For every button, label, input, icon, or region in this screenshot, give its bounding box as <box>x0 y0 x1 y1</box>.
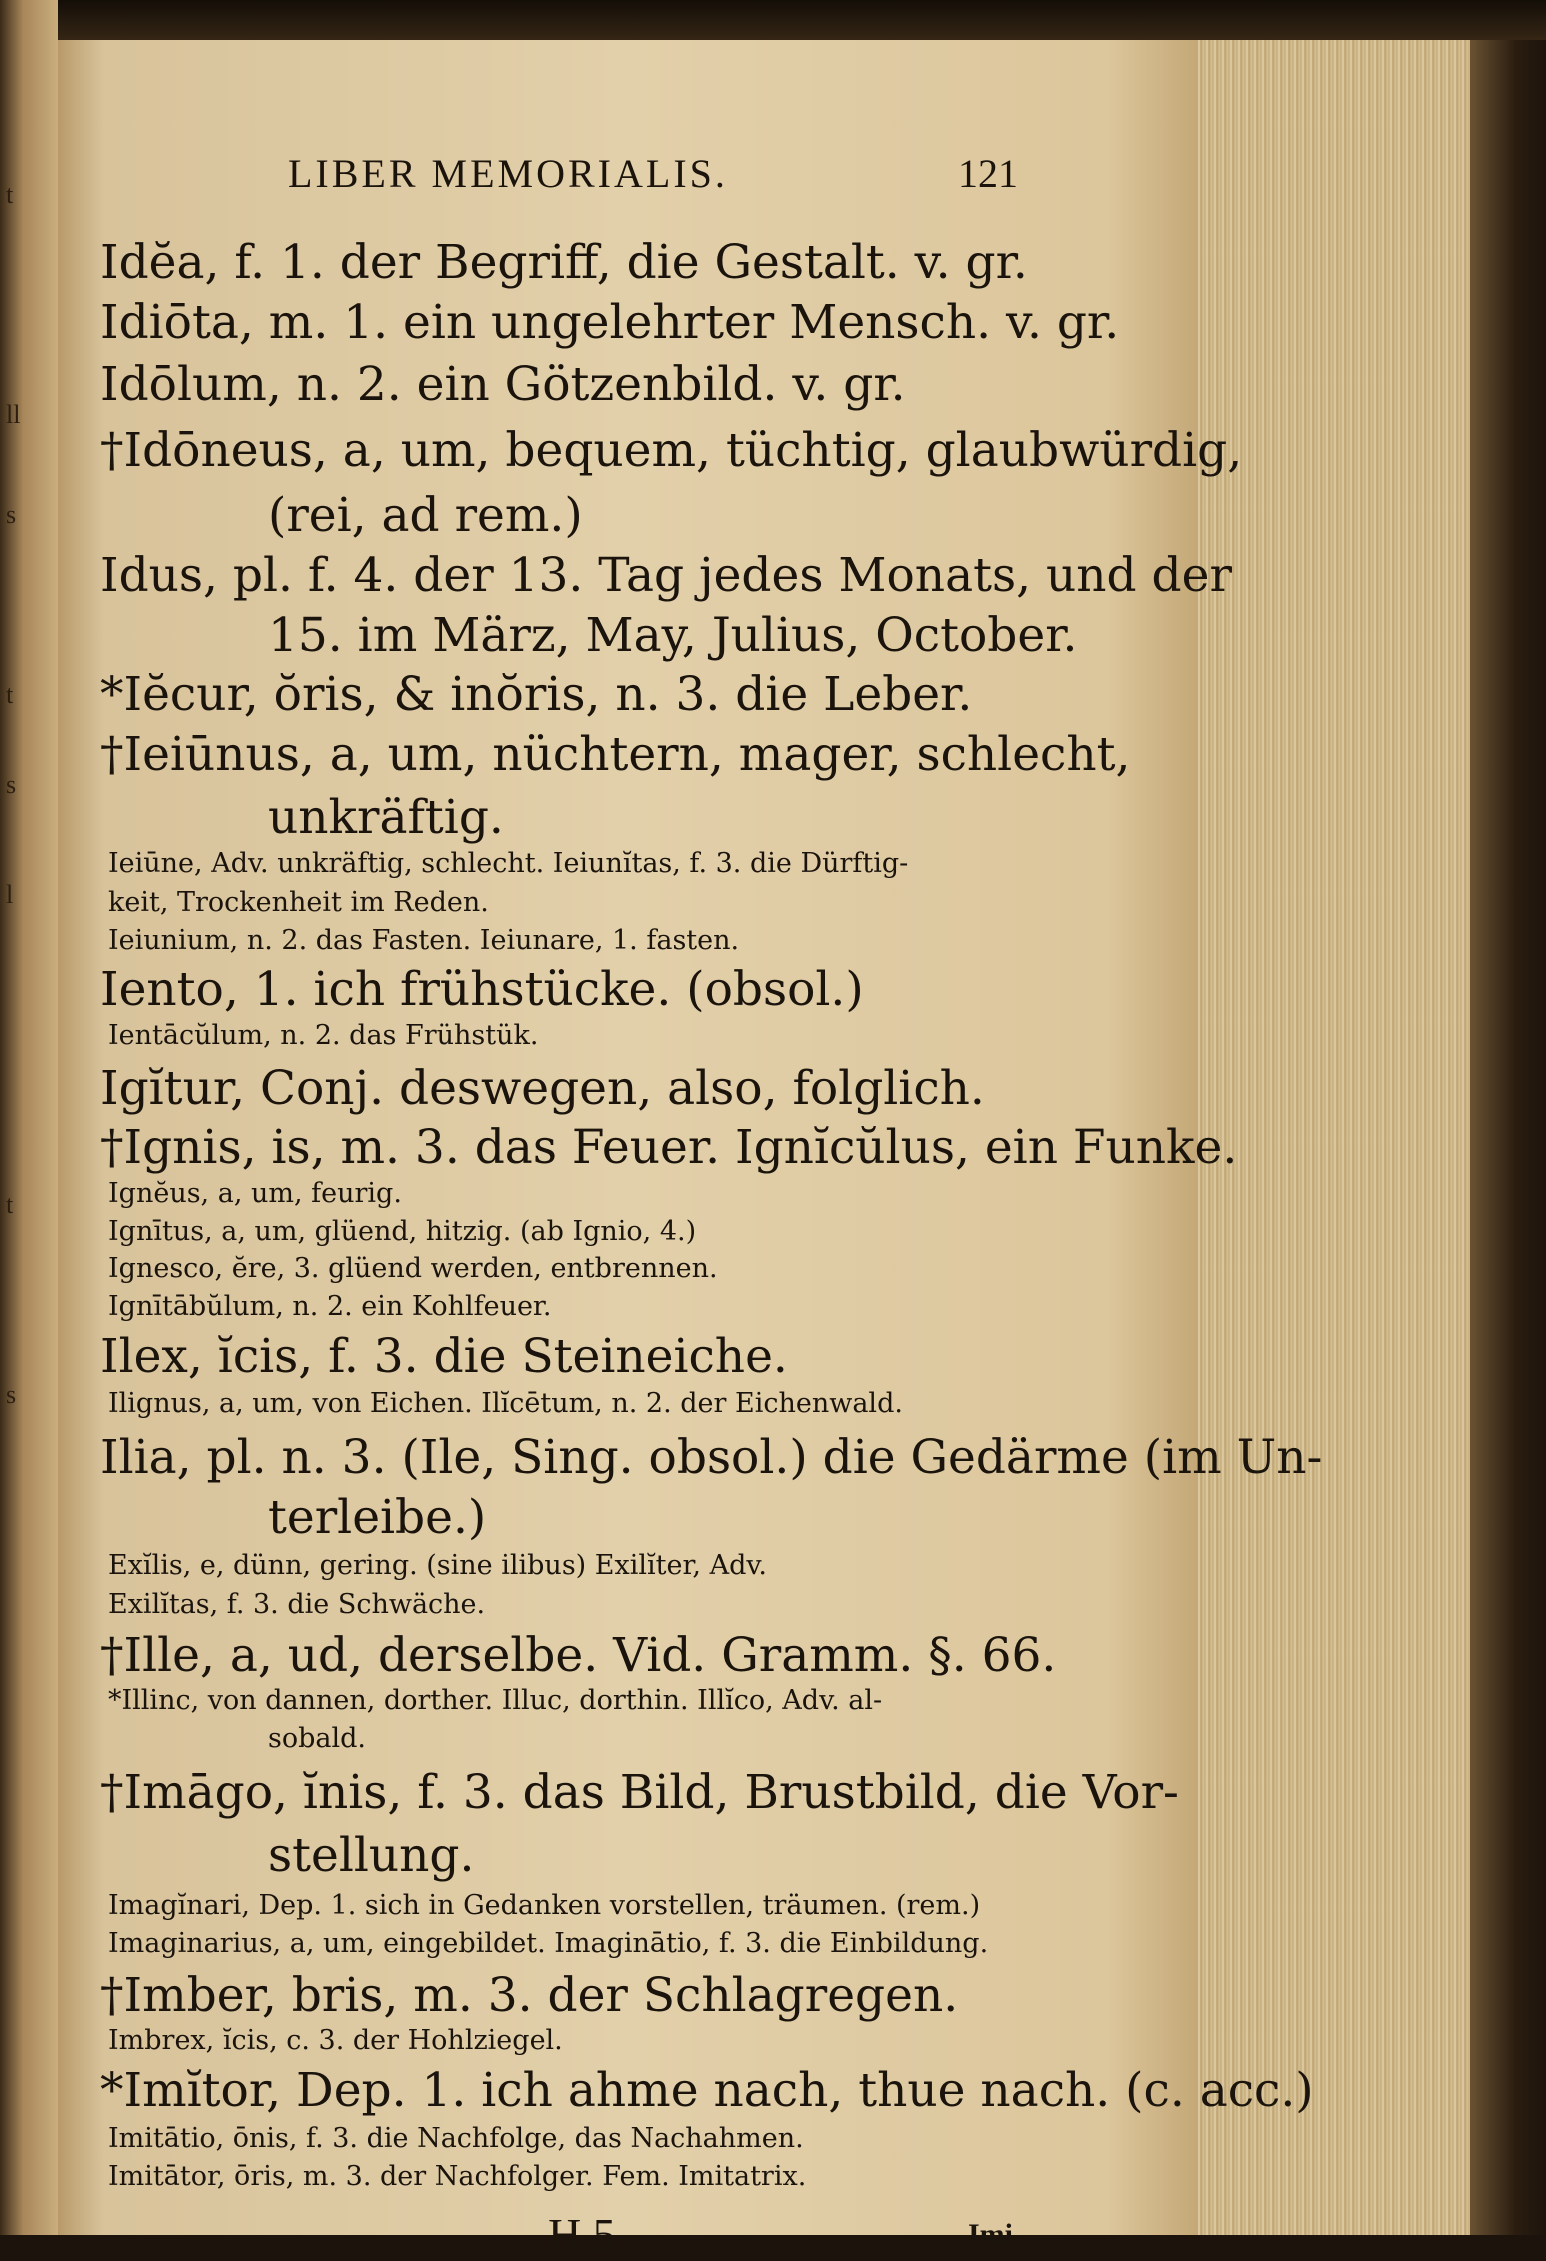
sub-entry-line: *Illinc, von dannen, dorther. Illuc, dorthin. Illĭco, Adv. al- <box>108 1685 883 1716</box>
entry-headword-line: †Idōneus, a, um, bequem, tüchtig, glaubwürdig, <box>100 423 1243 478</box>
signature-mark: H 5 <box>548 2209 616 2260</box>
sub-entry-line: Imitātio, ōnis, f. 3. die Nachfolge, das Nachahmen. <box>108 2123 804 2154</box>
entry-headword-line: †Imber, bris, m. 3. der Schlagregen. <box>100 1968 959 2023</box>
page-number: 121 <box>958 151 1018 196</box>
entry-headword-line: Ilex, ĭcis, f. 3. die Steineiche. <box>100 1329 788 1384</box>
left-margin-mark: l <box>6 880 14 909</box>
left-page-edge <box>0 0 58 2235</box>
sub-entry-line: Imitātor, ōris, m. 3. der Nachfolger. Fem. Imitatrix. <box>108 2161 807 2192</box>
entry-headword-line: †Ieiūnus, a, um, nüchtern, mager, schlecht, <box>100 727 1131 782</box>
catchword: Imi- <box>968 2218 1023 2251</box>
entry-headword-line: Iento, 1. ich frühstücke. (obsol.) <box>100 962 864 1017</box>
entry-headword-line: Idĕa, f. 1. der Begriff, die Gestalt. v. gr. <box>100 235 1028 290</box>
entry-headword-line: Idōlum, n. 2. ein Götzenbild. v. gr. <box>100 357 906 412</box>
sub-entry-line: Ignītus, a, um, glüend, hitzig. (ab Ignio, 4.) <box>108 1216 697 1247</box>
entry-headword-line: Idiōta, m. 1. ein ungelehrter Mensch. v. gr. <box>100 295 1120 350</box>
sub-entry-line: Exĭlis, e, dünn, gering. (sine ilibus) Exilĭter, Adv. <box>108 1550 767 1581</box>
entry-continuation: 15. im März, May, Julius, October. <box>268 608 1078 663</box>
left-margin-mark: s <box>6 500 17 529</box>
sub-entry-line: Ignītābŭlum, n. 2. ein Kohlfeuer. <box>108 1291 552 1322</box>
sub-entry-line: Ignesco, ĕre, 3. glüend werden, entbrennen. <box>108 1253 718 1284</box>
left-margin-mark: t <box>6 1190 14 1219</box>
page-header <box>58 110 1198 196</box>
sub-entry-line: sobald. <box>268 1723 366 1754</box>
entry-headword-line: *Iĕcur, ŏris, & inŏris, n. 3. die Leber. <box>100 667 973 722</box>
sub-entry-line: Imaginarius, a, um, eingebildet. Imaginātio, f. 3. die Einbildung. <box>108 1928 989 1959</box>
entry-headword-line: *Imĭtor, Dep. 1. ich ahme nach, thue nach. (c. acc.) <box>100 2063 1314 2118</box>
entry-continuation: stellung. <box>268 1828 475 1883</box>
sub-entry-line: Exilĭtas, f. 3. die Schwäche. <box>108 1589 486 1620</box>
running-head: LIBER MEMORIALIS. <box>288 151 728 196</box>
binding-shadow <box>1470 40 1546 2235</box>
entry-headword-line: Ilia, pl. n. 3. (Ile, Sing. obsol.) die Gedärme (im Un- <box>100 1430 1323 1485</box>
sub-entry-line: Imbrex, ĭcis, c. 3. der Hohlziegel. <box>108 2025 563 2056</box>
sub-entry-line: keit, Trockenheit im Reden. <box>108 887 489 918</box>
book-page <box>58 40 1323 2260</box>
entry-headword-line: Igĭtur, Conj. deswegen, also, folglich. <box>100 1061 985 1116</box>
sub-entry-line: Ieiunium, n. 2. das Fasten. Ieiunare, 1. fasten. <box>108 925 740 956</box>
entry-continuation: terleibe.) <box>268 1490 487 1545</box>
sub-entry-line: Ieiūne, Adv. unkräftig, schlecht. Ieiunĭtas, f. 3. die Dürftig- <box>108 848 909 879</box>
left-margin-mark: s <box>6 1380 17 1409</box>
entry-headword-line: †Ignis, is, m. 3. das Feuer. Ignĭcŭlus, ein Funke. <box>100 1120 1238 1175</box>
sub-entry-line: Ilignus, a, um, von Eichen. Ilĭcētum, n. 2. der Eichenwald. <box>108 1388 903 1419</box>
sub-entry-line: Imagĭnari, Dep. 1. sich in Gedanken vorstellen, träumen. (rem.) <box>108 1890 981 1921</box>
left-margin-mark: ll <box>6 400 21 429</box>
entry-headword-line: †Imāgo, ĭnis, f. 3. das Bild, Brustbild, die Vor- <box>100 1765 1179 1820</box>
entry-continuation: (rei, ad rem.) <box>268 488 583 543</box>
entry-headword-line: Idus, pl. f. 4. der 13. Tag jedes Monats, und der <box>100 548 1232 603</box>
entry-continuation: unkräftig. <box>268 790 504 845</box>
sub-entry-line: Ientācŭlum, n. 2. das Frühstük. <box>108 1020 539 1051</box>
left-margin-mark: t <box>6 180 14 209</box>
left-margin-mark: t <box>6 680 14 709</box>
entry-headword-line: †Ille, a, ud, derselbe. Vid. Gramm. §. 66. <box>100 1628 1057 1683</box>
sub-entry-line: Ignĕus, a, um, feurig. <box>108 1178 402 1209</box>
page-fore-edge <box>1195 40 1495 2235</box>
left-margin-mark: s <box>6 770 17 799</box>
